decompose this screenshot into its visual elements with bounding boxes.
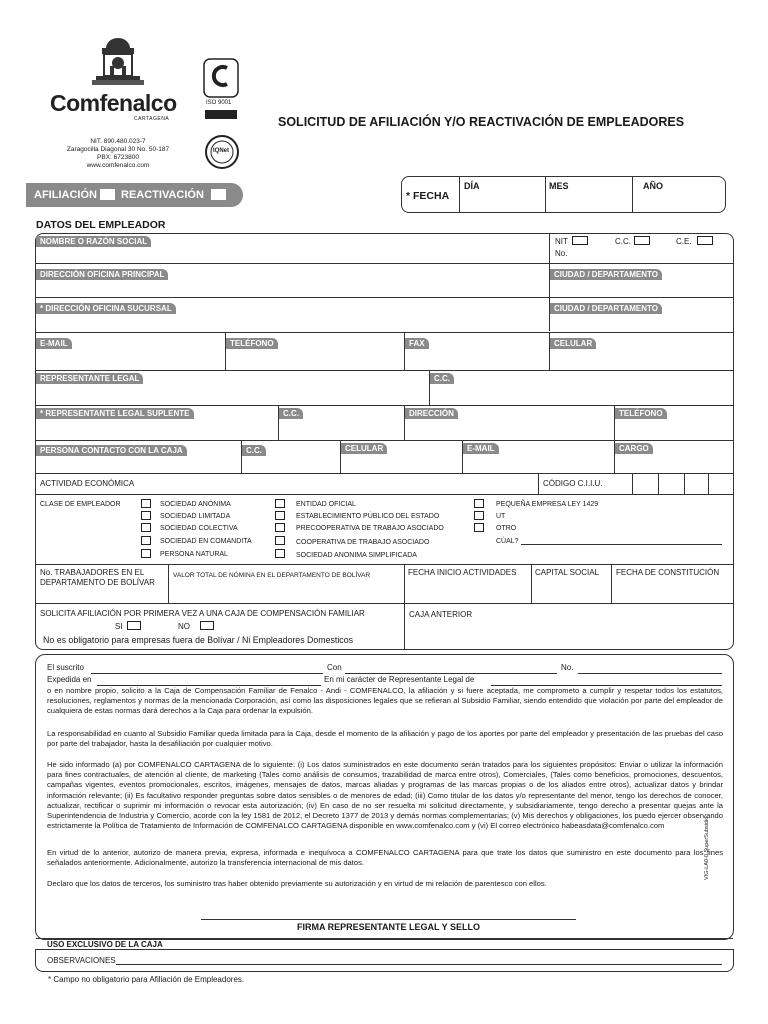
clase-option: PEQUEÑA EMPRESA LEY 1429 bbox=[496, 501, 599, 508]
first-time-note: No es obligatorio para empresas fuera de Bolívar / Ni Empleadores Domesticos bbox=[43, 635, 353, 645]
observaciones-label: OBSERVACIONES bbox=[47, 956, 116, 965]
date-divider-1 bbox=[459, 177, 460, 213]
date-year-label[interactable]: AÑO bbox=[643, 181, 663, 191]
field-suplente[interactable]: * REPRESENTANTE LEGAL SUPLENTE bbox=[36, 408, 194, 419]
no-label: NO bbox=[178, 622, 190, 631]
row1-divider bbox=[549, 234, 550, 263]
no-doc-input[interactable] bbox=[578, 673, 722, 674]
expedida-label: Expedida en bbox=[47, 675, 92, 684]
checkbox-sociedad-comandita[interactable] bbox=[141, 536, 151, 545]
footnote: * Campo no obligatorio para Afiliación de Empleadores. bbox=[48, 975, 245, 984]
field-trabajadores[interactable]: No. TRABAJADORES EN EL DEPARTAMENTO DE BOLÍVAR bbox=[40, 568, 155, 587]
afiliacion-checkbox[interactable] bbox=[100, 189, 115, 200]
declaration-paragraph-5: Declaro que los datos de terceros, los suministro tras haber obtenido previamente su autorización y en virtud de mi relación de parentesco con ellos. bbox=[47, 879, 547, 888]
field-representante[interactable]: REPRESENTANTE LEGAL bbox=[36, 373, 143, 384]
ciiu-cell-2 bbox=[658, 474, 659, 494]
ciiu-cell-3 bbox=[684, 474, 685, 494]
field-ciiu[interactable]: CÓDIGO C.I.I.U. bbox=[543, 479, 603, 488]
office-top-line bbox=[36, 938, 733, 939]
section-title: DATOS DEL EMPLEADOR bbox=[36, 219, 166, 231]
field-nomina[interactable]: VALOR TOTAL DE NÓMINA EN EL DEPARTAMENTO DE BOLÍVAR bbox=[173, 572, 371, 579]
suscrito-input[interactable] bbox=[91, 673, 323, 674]
row6-bottom bbox=[36, 440, 733, 441]
declaration-paragraph-4: En virtud de lo anterior, autorizo de manera previa, expresa, informada e inequívoca a COMFENALCO CARTAGENA para que trate los datos que suministro en este documento para los fines señalados anteriormente. Adicionalmente, autorizo la transferencia internacional de mis datos. bbox=[47, 848, 723, 868]
field-contacto-cc[interactable]: C.C. bbox=[242, 445, 266, 456]
cual-label: CÚAL? bbox=[496, 538, 519, 545]
checkbox-otro[interactable] bbox=[474, 523, 484, 532]
declaration-paragraph-2: La responsabilidad en cuanto al Subsidio Familiar queda limitada para la Caja, desde el momento de la afiliación y pago de los aportes por parte del empleador y presentación de las pruebas del caso por parte del trabajador, hasta la desafiliación por cualquier motivo. bbox=[47, 729, 723, 749]
field-rep-cc[interactable]: C.C. bbox=[430, 373, 454, 384]
row8-divider bbox=[538, 474, 539, 494]
row4-bottom bbox=[36, 370, 733, 371]
checkbox-establecimiento-publico[interactable] bbox=[275, 511, 285, 520]
clase-option: SOCIEDAD ANONIMA SIMPLIFICADA bbox=[296, 552, 417, 559]
reactivacion-checkbox[interactable] bbox=[211, 189, 226, 200]
field-ciudad-1[interactable]: CIUDAD / DEPARTAMENTO bbox=[550, 269, 662, 280]
workers-divider-1 bbox=[168, 565, 169, 603]
clase-option: SOCIEDAD EN COMANDITA bbox=[160, 538, 252, 545]
no-checkbox[interactable] bbox=[200, 621, 214, 630]
field-cc-label: C.C. bbox=[615, 237, 631, 246]
company-web: www.comfenalco.com bbox=[86, 162, 150, 169]
clase-option: OTRO bbox=[496, 525, 517, 532]
field-constitucion[interactable]: FECHA DE CONSTITUCIÓN bbox=[616, 568, 720, 577]
iqnet-label: IQNet bbox=[213, 148, 230, 154]
caracter-label: En mi carácter de Representante Legal de bbox=[324, 675, 475, 684]
field-direccion-principal[interactable]: DIRECCIÓN OFICINA PRINCIPAL bbox=[36, 269, 168, 280]
no-doc-label: No. bbox=[561, 663, 574, 672]
con-label: Con bbox=[327, 663, 342, 672]
row2-bottom bbox=[36, 297, 733, 298]
signature-line[interactable] bbox=[201, 919, 576, 920]
clase-option: COOPERATIVA DE TRABAJO ASOCIADO bbox=[296, 539, 430, 546]
clase-bottom bbox=[36, 564, 733, 565]
date-month-label[interactable]: MES bbox=[549, 181, 569, 191]
ciiu-cell-1 bbox=[632, 474, 633, 494]
declaration-paragraph-3: He sido informado (a) por COMFENALCO CARTAGENA de lo siguiente: (i) Los datos suministrados en este documento serán tratados para los siguientes propósitos: Enviar o utilizar la información para fines contractuales, de atención al cliente, de marketing (Tales como análisis de consumos, trazabilidad de marca entre otros), Comerciales, (Tales como beneficios, promociones, descuentos, campañas vigentes, eventos promocionales, escritos, imágenes, mensajes de datos, marcas aliadas y programas de las marcas propias o de los aliados entre otros), actualizar datos y brindar información relevante; (ii) Es facultativo responder preguntas sobre datos sensibles o de menores de edad; (iii) Como titular de los datos y/o representante del menor, tengo los derechos de conocer, actualizar, rectificar o suprimir mi información o revocar esta autorización; (iv) En caso de no ser resuelta mi solicitud directamente, y subsidiariamente, tengo derecho a presentar quejas ante la Superintendencia de Industria y Comercio, acorde con la ley 1581 de 2012, el Decreto 1377 de 2013 y demás normas complementarias; (v) Mis derechos y obligaciones, los puedo ejercer observando estrictamente la Política de Tratamiento de Información de COMFENALCO CARTAGENA disponible en www.comfenalco.com y (vi) El correo electrónico habeasdata@comfenalco.com bbox=[47, 760, 723, 831]
field-cargo[interactable]: CARGO bbox=[615, 443, 653, 454]
clase-option: SOCIEDAD COLECTIVA bbox=[160, 525, 238, 532]
clase-option: SOCIEDAD LIMITADA bbox=[160, 513, 231, 520]
iqnet-seal bbox=[204, 134, 240, 170]
afiliacion-label: AFILIACIÓN bbox=[34, 189, 97, 201]
field-nit-label: NIT bbox=[555, 237, 568, 246]
checkbox-ut[interactable] bbox=[474, 511, 484, 520]
first-time-question: SOLICITA AFILIACIÓN POR PRIMERA VEZ A UNA CAJA DE COMPENSACIÓN FAMILIAR bbox=[40, 609, 365, 618]
declaration-paragraph-1: o en nombre propio, solicito a la Caja de Compensación Familiar de Fenalco - Andi - COMFENALCO, la afiliación y si fuere aceptada, me comprometo a cumplir y respetar todos los estatutos, resoluciones, reglamentos y normas de la mencionada Corporación, así como las disposiciones legales que se refieran al Subsidio Familiar, siendo entendido que violación por parte del empleador de cualquiera de estas normas dará derechos a la Caja para ordenar la expulsión. bbox=[47, 686, 723, 716]
iso-certification bbox=[203, 58, 241, 128]
ciiu-cell-4 bbox=[708, 474, 709, 494]
side-code: VIG-LA0-0 SuperSubsidio bbox=[704, 816, 710, 880]
first-time-divider bbox=[404, 604, 405, 650]
logo bbox=[50, 36, 186, 120]
nit-checkbox[interactable] bbox=[572, 236, 588, 245]
date-divider-3 bbox=[632, 177, 633, 213]
field-celular[interactable]: CELULAR bbox=[550, 338, 596, 349]
checkbox-sociedad-limitada[interactable] bbox=[141, 511, 151, 520]
field-sup-telefono[interactable]: TELÉFONO bbox=[615, 408, 667, 419]
field-inicio[interactable]: FECHA INICIO ACTIVIDADES bbox=[408, 568, 517, 577]
clase-option: UT bbox=[496, 513, 506, 520]
date-day-label[interactable]: DÍA bbox=[464, 181, 480, 191]
field-sup-direccion[interactable]: DIRECCIÓN bbox=[405, 408, 458, 419]
field-sup-cc[interactable]: C.C. bbox=[279, 408, 303, 419]
checkbox-pequena-empresa[interactable] bbox=[474, 499, 484, 508]
row1-bottom bbox=[36, 263, 733, 264]
field-telefono[interactable]: TELÉFONO bbox=[226, 338, 278, 349]
icontec-icon bbox=[203, 58, 239, 98]
company-nit: NIT. 890.480.023-7 bbox=[90, 138, 146, 145]
iso-label: ISO 9001 bbox=[206, 100, 232, 106]
checkbox-entidad-oficial[interactable] bbox=[275, 499, 285, 508]
clase-option: ENTIDAD OFICIAL bbox=[296, 501, 356, 508]
checkbox-persona-natural[interactable] bbox=[141, 549, 151, 558]
field-contacto[interactable]: PERSONA CONTACTO CON LA CAJA bbox=[36, 445, 187, 456]
clase-option: PRECOOPERATIVA DE TRABAJO ASOCIADO bbox=[296, 525, 444, 532]
field-ce-label: C.E. bbox=[676, 237, 692, 246]
field-nit-no: No. bbox=[555, 249, 568, 258]
row3-bottom bbox=[36, 332, 733, 333]
cc-checkbox[interactable] bbox=[634, 236, 650, 245]
checkbox-sociedad-colectiva[interactable] bbox=[141, 523, 151, 532]
date-divider-2 bbox=[545, 177, 546, 213]
workers-divider-4 bbox=[611, 565, 612, 603]
date-label: * FECHA bbox=[406, 190, 450, 202]
clase-option: SOCIEDAD ANÓNIMA bbox=[160, 501, 231, 508]
checkbox-sas[interactable] bbox=[275, 549, 285, 558]
clase-label: CLASE DE EMPLEADOR bbox=[40, 501, 121, 508]
company-pbx: PBX: 6723800 bbox=[97, 154, 139, 161]
si-label: SI bbox=[115, 622, 123, 631]
row5-bottom bbox=[36, 405, 733, 406]
field-nombre[interactable]: NOMBRE O RAZÓN SOCIAL bbox=[36, 236, 151, 247]
field-fax[interactable]: FAX bbox=[405, 338, 429, 349]
row8-bottom bbox=[36, 494, 733, 495]
brand-name: Comfenalco bbox=[50, 90, 177, 116]
field-actividad[interactable]: ACTIVIDAD ECONÓMICA bbox=[40, 479, 135, 488]
con-input[interactable] bbox=[345, 673, 557, 674]
reactivacion-label: REACTIVACIÓN bbox=[121, 189, 204, 201]
row7-bottom bbox=[36, 473, 733, 474]
field-ciudad-2[interactable]: CIUDAD / DEPARTAMENTO bbox=[550, 303, 662, 314]
ce-checkbox[interactable] bbox=[697, 236, 713, 245]
caja-anterior-label[interactable]: CAJA ANTERIOR bbox=[409, 610, 473, 619]
si-checkbox[interactable] bbox=[127, 621, 141, 630]
checkbox-cooperativa[interactable] bbox=[275, 536, 285, 545]
workers-divider-2 bbox=[404, 565, 405, 603]
field-contacto-celular[interactable]: CELULAR bbox=[341, 443, 387, 454]
workers-bottom bbox=[36, 603, 733, 604]
signature-label: FIRMA REPRESENTANTE LEGAL Y SELLO bbox=[296, 922, 481, 932]
iso-bar bbox=[205, 110, 237, 119]
field-email[interactable]: E-MAIL bbox=[36, 338, 72, 349]
office-label: USO EXCLUSIVO DE LA CAJA bbox=[47, 940, 163, 949]
comfenalco-emblem-icon bbox=[88, 36, 148, 88]
field-contacto-email[interactable]: E-MAIL bbox=[463, 443, 499, 454]
clase-option: PERSONA NATURAL bbox=[160, 551, 228, 558]
office-box bbox=[35, 949, 734, 972]
form-title: SOLICITUD DE AFILIACIÓN Y/O REACTIVACIÓN DE EMPLEADORES bbox=[278, 115, 685, 129]
company-info bbox=[50, 138, 186, 170]
checkbox-precooperativa[interactable] bbox=[275, 523, 285, 532]
cual-input[interactable] bbox=[521, 544, 722, 545]
checkbox-sociedad-anonima[interactable] bbox=[141, 499, 151, 508]
clase-option: ESTABLECIMIENTO PÚBLICO DEL ESTADO bbox=[296, 513, 440, 520]
workers-divider-3 bbox=[531, 565, 532, 603]
company-address: Zaragocilla Diagonal 30 No. 50-187 bbox=[66, 146, 170, 153]
field-capital[interactable]: CAPITAL SOCIAL bbox=[535, 568, 600, 577]
field-direccion-sucursal[interactable]: * DIRECCIÓN OFICINA SUCURSAL bbox=[36, 303, 176, 314]
brand-city: CARTAGENA bbox=[134, 116, 170, 122]
suscrito-label: El suscrito bbox=[47, 663, 84, 672]
